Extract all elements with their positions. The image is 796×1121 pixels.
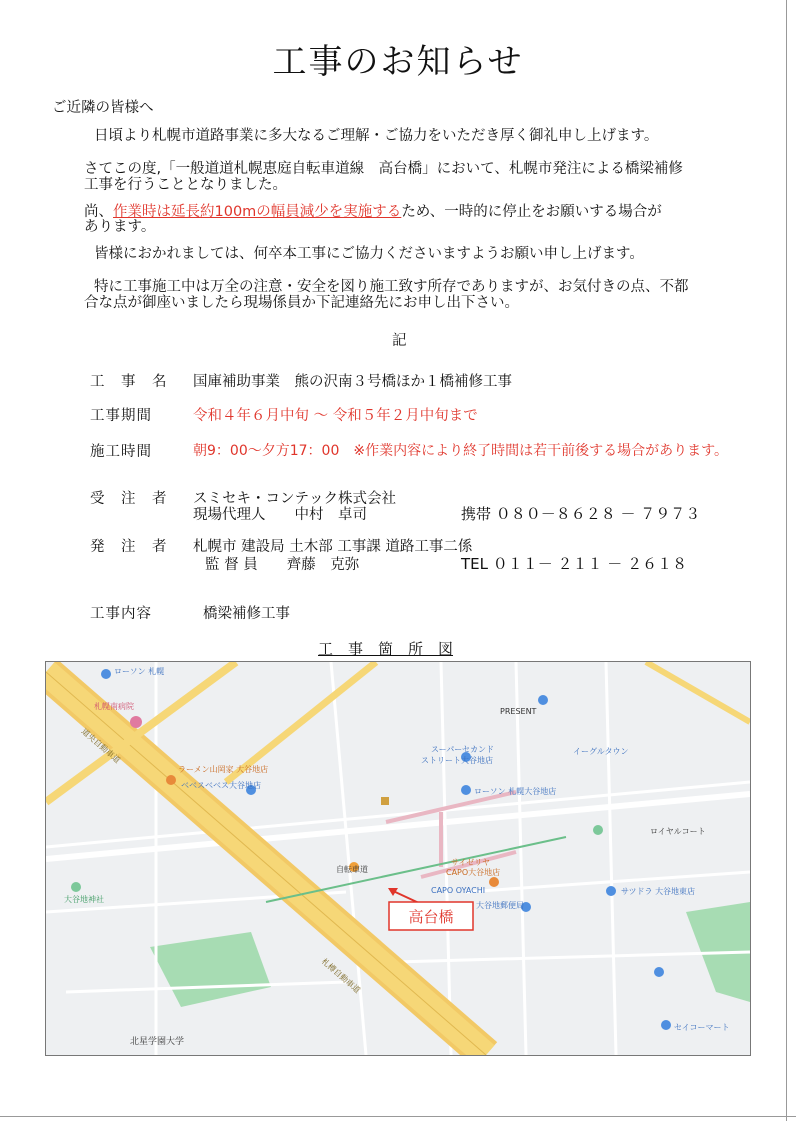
page-title: 工事のお知らせ <box>272 42 524 82</box>
note-prefix: 尚、 <box>84 204 113 220</box>
label-sundrug: サツドラ 大谷地東店 <box>621 887 696 896</box>
work-period-label: 工事期間 <box>90 408 152 424</box>
page-border-right <box>786 0 787 1121</box>
note-highlight: 作業時は延長約100mの幅員減少を実施する <box>113 204 402 220</box>
label-saizeriya: サイゼリヤ <box>451 858 491 867</box>
restaurant-icon <box>166 775 176 785</box>
park-icon <box>593 825 603 835</box>
work-name-label: 工 事 名 <box>90 374 168 390</box>
paragraph-note-line1 <box>84 204 662 221</box>
contractor-label: 受 注 者 <box>90 491 168 507</box>
paragraph-announcement-line2: 工事を行うこととなりました。 <box>84 177 287 193</box>
work-content-label: 工事内容 <box>90 606 152 622</box>
work-name-value: 国庫補助事業 熊の沢南３号橋ほか１橋補修工事 <box>193 374 512 390</box>
label-lawson-mid: ローソン 札幌大谷地店 <box>474 787 557 796</box>
label-eagle-town: イーグルタウン <box>573 747 629 756</box>
note-suffix: ため、一時的に停止をお願いする場合が <box>401 204 662 220</box>
paragraph-safety-line1: 特に工事施工中は万全の注意・安全を図り施工致す所存でありますが、お気付きの点、不都 <box>94 279 689 295</box>
paragraph-announcement-line1: さてこの度,「一般道道札幌恵庭自転車道線 高台橋」において、札幌市発注による橋梁補修 <box>84 161 683 177</box>
hospital-icon <box>130 716 142 728</box>
ki-mark: 記 <box>392 333 407 349</box>
callout-label: 高台橋 <box>408 908 454 926</box>
work-period-value: 令和４年６月中旬 ～ 令和５年２月中旬まで <box>193 408 478 424</box>
client-label: 発 注 者 <box>90 539 168 555</box>
label-expressway-1: 道央自動車道 <box>79 726 122 766</box>
work-hours-label: 施工時間 <box>90 444 152 460</box>
convenience-icon <box>461 785 471 795</box>
label-lawson-top: ローソン 札幌 <box>114 667 165 676</box>
label-saizeriya-2: CAPO大谷地店 <box>446 868 501 877</box>
label-capo: CAPO OYACHI <box>431 886 486 895</box>
contractor-phone: 携帯 ０８０－８６２８ － ７９７３ <box>461 505 701 523</box>
paragraph-note-line2: あります。 <box>84 219 156 235</box>
client-phone: TEL ０１１－ ２１１ － ２６１８ <box>461 555 688 573</box>
work-content-value: 橋梁補修工事 <box>203 606 290 622</box>
label-present: PRESENT <box>500 707 537 716</box>
label-expressway-2: 札樽自動車道 <box>319 956 362 996</box>
contractor-agent: 現場代理人 中村 卓司 <box>193 507 367 523</box>
label-bepasu: ベベスベベス大谷地店 <box>181 781 261 790</box>
saizeriya-icon <box>489 877 499 887</box>
label-super-second: スーパーセカンド <box>431 745 495 754</box>
parking-icon <box>538 695 548 705</box>
shrine-icon <box>71 882 81 892</box>
page-border-bottom <box>0 1116 796 1117</box>
paragraph-request: 皆様におかれましては、何卒本工事にご協力くださいますようお願い申し上げます。 <box>94 246 644 262</box>
paragraph-safety-line2: 合な点が御座いましたら現場係員か下記連絡先にお申し出下さい。 <box>84 295 519 311</box>
location-map[interactable] <box>45 661 751 1056</box>
label-post: 大谷地郵便局 <box>476 901 524 910</box>
label-royal: ロイヤルコート <box>650 827 706 836</box>
paragraph-thanks: 日頃より札幌市道路事業に多大なるご理解・ご協力をいただき厚く御礼申し上げます。 <box>94 128 659 144</box>
label-super-second-2: ストリート大谷地店 <box>421 756 493 765</box>
work-hours-value: 朝9：00～夕方17：00 ※作業内容により終了時間は若干前後する場合があります。 <box>193 443 728 459</box>
store-icon <box>101 669 111 679</box>
client-supervisor: 監 督 員 齊藤 克弥 <box>205 557 360 573</box>
label-university: 北星学園大学 <box>130 1037 185 1047</box>
label-hospital: 札幌南病院 <box>94 702 134 711</box>
station-icon <box>381 797 389 805</box>
label-seicomart: セイコーマート <box>674 1023 730 1032</box>
seicomart-icon <box>661 1020 671 1030</box>
map-heading: 工 事 箇 所 図 <box>318 640 454 658</box>
drugstore-icon <box>606 886 616 896</box>
label-shrine: 大谷地神社 <box>64 895 104 904</box>
greeting: ご近隣の皆様へ <box>52 100 154 116</box>
parking-icon-2 <box>654 967 664 977</box>
label-ramen: ラーメン山岡家 大谷地店 <box>178 765 269 774</box>
label-bicycle: 自転車道 <box>336 865 368 874</box>
contractor-company: スミセキ・コンテック株式会社 <box>193 491 396 507</box>
map-canvas <box>46 662 750 1055</box>
client-org: 札幌市 建設局 土木部 工事課 道路工事二係 <box>193 539 473 555</box>
